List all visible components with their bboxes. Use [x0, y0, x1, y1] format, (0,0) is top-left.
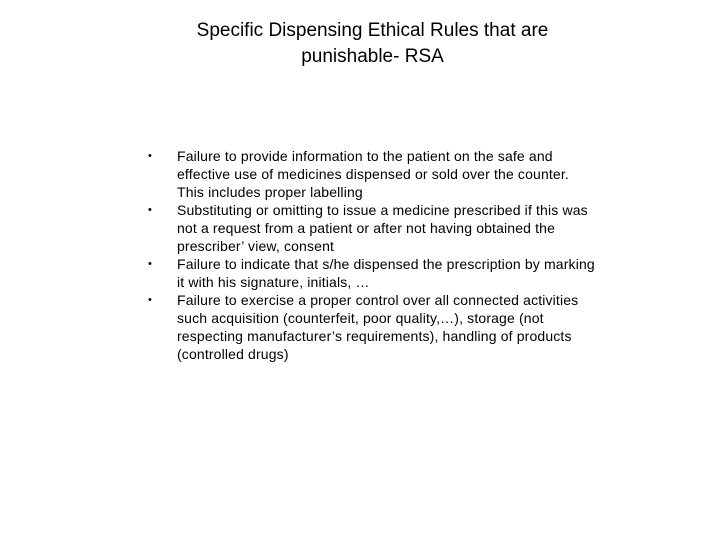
bullet-item — [146, 291, 596, 363]
bullet-item — [146, 255, 596, 291]
bullet-text: Failure to exercise a proper control over all connected activities such acquisition (counterfeit, poor quality,…), storage (not respecting manufacturer’s requirements), handling of products (controlled drugs) — [177, 292, 579, 362]
bullet-dot-icon: • — [148, 294, 152, 306]
bullet-text: Failure to provide information to the patient on the safe and effective use of medicines dispensed or sold over the counter. This includes proper labelling — [177, 148, 569, 200]
bullet-item — [146, 201, 596, 255]
bullet-dot-icon: • — [148, 150, 152, 162]
bullet-dot-icon: • — [148, 204, 152, 216]
bullet-text: Failure to indicate that s/he dispensed the prescription by marking it with his signature, initials, … — [177, 256, 595, 290]
bullet-dot-icon: • — [148, 258, 152, 270]
slide-title-line-2: punishable- RSA — [301, 46, 444, 67]
slide-title — [150, 18, 595, 70]
slide-title-line-1: Specific Dispensing Ethical Rules that are — [196, 20, 549, 41]
bullet-text: Substituting or omitting to issue a medicine prescribed if this was not a request from a patient or after not having obtained the prescriber’ view, consent — [177, 202, 588, 254]
bullet-list — [146, 147, 596, 363]
bullet-item — [146, 147, 596, 201]
